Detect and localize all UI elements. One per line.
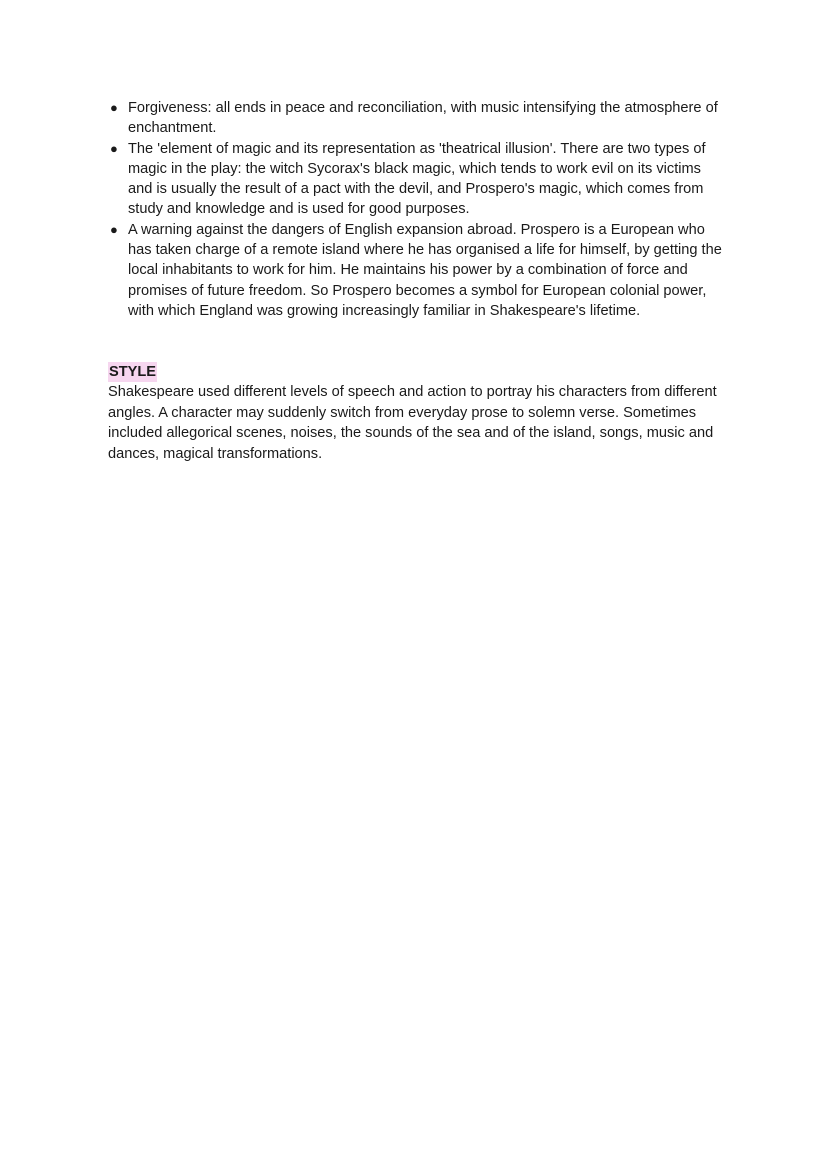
style-section-body: Shakespeare used different levels of speech and action to portray his characters from different angles. A character may suddenly switch from everyday prose to solemn verse. Sometimes included allegorical scenes, noises, the sounds of the sea and of the island, songs, music and dances, magical transformations.: [108, 384, 717, 462]
bullet-dot-icon: ●: [110, 100, 118, 115]
bullet-item-forgiveness: [0, 98, 728, 139]
bullet-text: The 'element of magic and its representation as 'theatrical illusion'. There are two types of magic in the play: the witch Sycorax's black magic, which tends to work evil on its victims and is usually the result of a pact with the devil, and Prospero's magic, which comes from study and knowledge and is used for good purposes.: [128, 140, 706, 218]
bullet-text: A warning against the dangers of English expansion abroad. Prospero is a European who has taken charge of a remote island where he has organised a life for himself, by getting the local inhabitants to work for him. He maintains his power by a combination of force and promises of future freedom. So Prospero becomes a symbol for European colonial power, with which England was growing increasingly familiar in Shakespeare's lifetime.: [128, 221, 722, 319]
bullet-dot-icon: ●: [110, 140, 118, 156]
bullet-item-colonial-warning: [0, 220, 728, 321]
bullet-text: Forgiveness: all ends in peace and reconciliation, with music intensifying the atmosphere of enchantment.: [128, 100, 718, 137]
style-section-heading: STYLE: [109, 364, 157, 380]
bullet-dot-icon: ●: [110, 221, 118, 237]
themes-bullet-list: [0, 98, 828, 321]
bullet-item-magic: [0, 139, 728, 220]
